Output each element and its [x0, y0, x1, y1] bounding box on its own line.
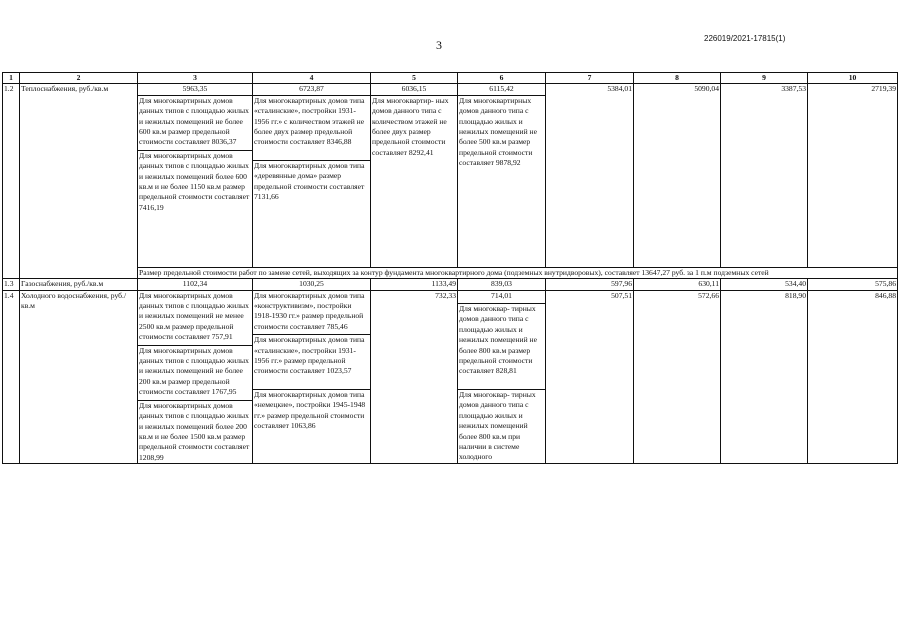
col-header: 10: [808, 73, 898, 84]
condition-cell: [138, 290, 253, 464]
condition-cell: [458, 290, 546, 464]
value-cell: 1102,34: [138, 279, 253, 290]
value-cell: 6115,42: [458, 84, 546, 95]
col-header: 3: [138, 73, 253, 84]
value-cell: 732,33: [371, 290, 458, 464]
col-header: 1: [3, 73, 20, 84]
col-header: 7: [546, 73, 634, 84]
condition-text: Для многоквартирных домов данных типов с площадью жилых и нежилых помещений не более 600 кв.м размер предельной стоимости составляет 8036,37: [139, 95, 249, 147]
row-number: 1.4: [3, 290, 20, 464]
condition-text: Для многоквартир- ных домов данного типа с количеством этажей не более двух размер предельной стоимости составляет 8292,41: [372, 95, 449, 157]
value-cell: 6036,15: [371, 84, 458, 95]
document-id: 226019/2021-17815(1): [704, 34, 786, 43]
value-cell: 597,96: [546, 279, 634, 290]
condition-cell: [253, 95, 371, 267]
condition-text: Для многоквартирных домов данных типов с площадью жилых и нежилых помещений более 600 кв.м и не более 1150 кв.м размер предельной стоимости составляет 7416,19: [138, 150, 252, 213]
col-header: 5: [371, 73, 458, 84]
value-cell: 839,03: [458, 279, 546, 290]
condition-cell: [371, 95, 458, 267]
table-row: [3, 279, 898, 290]
value-cell: 6723,87: [253, 84, 371, 95]
condition-text: Для многоквартирных домов типа «конструктивизм», постройки 1918-1930 гг.» размер предельной стоимости составляет 785,46: [254, 290, 365, 331]
value-cell: 572,66: [634, 290, 721, 464]
row-name: Холодного водоснабжения, руб./кв.м: [20, 290, 138, 464]
condition-text: Для многоквар- тирных домов данного типа с площадью жилых и нежилых помещений не более 800 кв.м размер предельной стоимости составляет 828,81: [458, 303, 545, 377]
condition-text: Для многоквартирных домов данных типов с площадью жилых и нежилых помещений не более 200 кв.м размер предельной стоимости составляет 1767,95: [138, 345, 252, 398]
row-number: 1.3: [3, 279, 20, 290]
row-name: Теплоснабжения, руб./кв.м: [20, 84, 138, 279]
condition-text: Для многоквартирных домов типа «сталинские», постройки 1931-1956 гг.» с количеством этажей не более двух размер предельной стоимости составляет 8346,88: [254, 95, 365, 147]
table-row: [3, 267, 898, 278]
table-row: [3, 84, 898, 95]
table-row: [3, 290, 898, 464]
value-cell: 575,86: [808, 279, 898, 290]
col-header: 9: [721, 73, 808, 84]
value-cell: 5090,04: [634, 84, 721, 267]
value-cell: 5384,01: [546, 84, 634, 267]
col-header: 8: [634, 73, 721, 84]
col-header: 4: [253, 73, 371, 84]
value-cell: 1030,25: [253, 279, 371, 290]
row-number: 1.2: [3, 84, 20, 279]
condition-text: Для многоквартирных домов типа «немецкие», постройки 1945-1948 гг.» размер предельной стоимости составляет 1063,86: [253, 389, 370, 432]
condition-cell: [253, 290, 371, 464]
cost-table: [2, 72, 898, 464]
value-cell: 630,11: [634, 279, 721, 290]
value-cell: 3387,53: [721, 84, 808, 267]
page-number: 3: [436, 38, 442, 52]
condition-text: Для многоквартирных домов данного типа с площадью жилых и нежилых помещений не более 500 кв.м размер предельной стоимости составляет 9878,92: [459, 95, 537, 168]
col-header: 6: [458, 73, 546, 84]
condition-cell: [138, 95, 253, 267]
condition-text: Для многоквартирных домов типа «деревянные дома» размер предельной стоимости составляет 7131,66: [253, 160, 370, 203]
value-cell: 534,40: [721, 279, 808, 290]
value-cell: 818,90: [721, 290, 808, 464]
value-cell: 1133,49: [371, 279, 458, 290]
condition-text: Для многоквар- тирных домов данного типа с площадью жилых и нежилых помещений более 800 кв.м при наличии в системе холодного: [458, 389, 545, 463]
value-cell: 2719,39: [808, 84, 898, 267]
value-text: 714,01: [491, 290, 512, 300]
value-cell: 846,88: [808, 290, 898, 464]
value-cell: 5963,35: [138, 84, 253, 95]
condition-cell: [458, 95, 546, 267]
header-row: [3, 73, 898, 84]
condition-text: Для многоквартирных домов данных типов с площадью жилых и нежилых помещений более 200 кв.м и не более 1500 кв.м размер предельной стоимости составляет 1208,99: [138, 400, 252, 463]
row-name: Газоснабжения, руб./кв.м: [20, 279, 138, 290]
condition-text: Для многоквартирных домов данных типов с площадью жилых и нежилых помещений не менее 2500 кв.м размер предельной стоимости составляет 757,91: [139, 290, 249, 342]
note-cell: Размер предельной стоимости работ по замене сетей, выходящих за контур фундамента многоквартирного дома (подземных внутридворовых), составляет 13647,27 руб. за 1 п.м подземных сетей: [138, 267, 898, 278]
value-cell: 507,51: [546, 290, 634, 464]
col-header: 2: [20, 73, 138, 84]
condition-text: Для многоквартирных домов типа «сталинские», постройки 1931-1956 гг.» размер предельной стоимости составляет 1023,57: [253, 334, 370, 377]
